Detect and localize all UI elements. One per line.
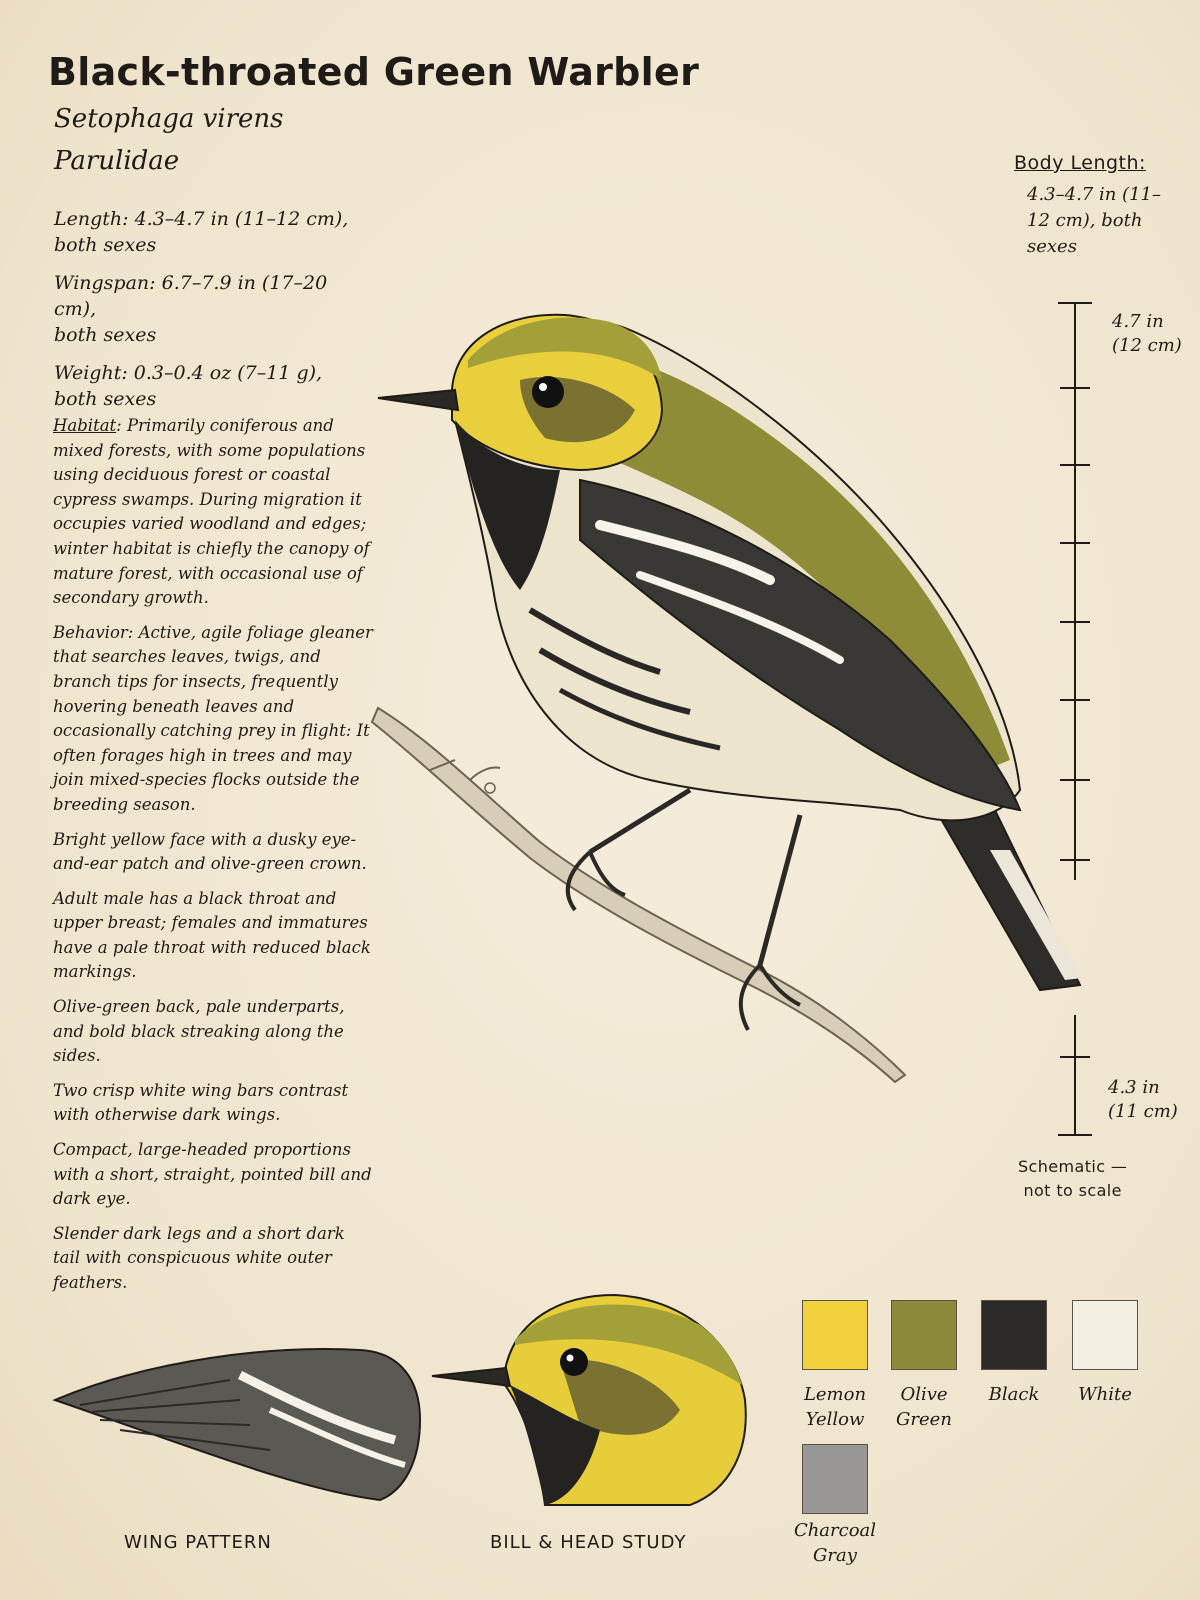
head-study-illustration	[432, 1295, 746, 1505]
swatch-label-line: Lemon	[803, 1384, 867, 1405]
wing-pattern-illustration	[55, 1349, 420, 1500]
warbler-main-illustration	[378, 315, 1082, 1030]
measure-label: Weight:	[54, 362, 128, 384]
behavior-paragraph: Behavior: Active, agile foliage gleaner that searches leaves, twigs, and branch tips for insects, frequently hovering beneath leaves and occasionally catching prey in flight: It often forages high in trees and may join mixed-species flocks outside the breeding season.	[53, 622, 373, 814]
measure-note: both sexes	[54, 324, 157, 346]
swatch-olive	[891, 1300, 957, 1370]
swatch-label	[785, 1382, 885, 1432]
swatch-label-line: Olive	[900, 1384, 948, 1405]
measure-label: Wingspan:	[54, 272, 156, 294]
habitat-text: : Primarily coniferous and mixed forests, with some populations using deciduous forest or coastal cypress swamps. During migration it occupies varied woodland and edges; winter habitat is chiefly the canopy of mature forest, with occasional use of secondary growth.	[53, 416, 370, 608]
length-scale-bar	[1058, 303, 1092, 1135]
wing-caption: WING PATTERN	[124, 1532, 272, 1553]
measure-note: both sexes	[54, 388, 157, 410]
body-length-heading: Body Length:	[1014, 152, 1146, 174]
swatch-label	[874, 1382, 974, 1432]
scale-max-cm: (12 cm)	[1112, 335, 1182, 356]
scale-min-in: 4.3 in	[1108, 1077, 1160, 1098]
field-mark: Slender dark legs and a short dark tail with conspicuous white outer feathers.	[53, 1223, 345, 1292]
measure-value: 4.3–4.7 in (11–12 cm),	[134, 208, 349, 230]
schematic-note	[1018, 1155, 1127, 1203]
swatch-label	[785, 1518, 885, 1568]
swatch-label-line: Black	[988, 1384, 1040, 1405]
swatch-black	[981, 1300, 1047, 1370]
swatch-lemon	[802, 1300, 868, 1370]
swatch-label-line: White	[1078, 1384, 1132, 1405]
swatch-label	[1055, 1382, 1155, 1407]
family-name: Parulidae	[54, 146, 180, 176]
field-mark: Adult male has a black throat and upper breast; females and immatures have a pale throat with reduced black markings.	[53, 888, 371, 982]
swatch-label	[964, 1382, 1064, 1407]
measure-value: 0.3–0.4 oz (7–11 g),	[133, 362, 323, 384]
habitat-label: Habitat	[53, 416, 117, 435]
swatch-charcoal	[802, 1444, 868, 1514]
swatch-white	[1072, 1300, 1138, 1370]
schematic-line: Schematic —	[1018, 1157, 1128, 1176]
measure-note: both sexes	[54, 234, 157, 256]
scientific-name: Setophaga virens	[54, 104, 284, 134]
scale-min-cm: (11 cm)	[1108, 1101, 1178, 1122]
scale-min-label	[1108, 1076, 1178, 1124]
schematic-line: not to scale	[1023, 1181, 1122, 1200]
swatch-label-line: Green	[896, 1409, 952, 1430]
field-mark: Bright yellow face with a dusky eye-and-ear patch and olive-green crown.	[53, 829, 367, 874]
head-caption: BILL & HEAD STUDY	[490, 1532, 687, 1553]
scale-max-in: 4.7 in	[1112, 311, 1164, 332]
swatch-label-line: Gray	[813, 1545, 857, 1566]
body-length-value: 4.3–4.7 in (11–12 cm), both sexes	[1027, 184, 1161, 257]
field-mark: Two crisp white wing bars contrast with otherwise dark wings.	[53, 1080, 349, 1125]
measure-label: Length:	[54, 208, 129, 230]
swatch-label-line: Yellow	[805, 1409, 865, 1430]
swatch-label-line: Charcoal	[793, 1520, 877, 1541]
scale-max-label	[1112, 310, 1182, 358]
measure-value: 6.7–7.9 in (17–20 cm),	[54, 272, 328, 320]
field-mark: Compact, large-headed proportions with a short, straight, pointed bill and dark eye.	[53, 1140, 372, 1209]
field-mark: Olive-green back, pale underparts, and bold black streaking along the sides.	[53, 997, 345, 1066]
page-title: Black-throated Green Warbler	[48, 50, 700, 94]
